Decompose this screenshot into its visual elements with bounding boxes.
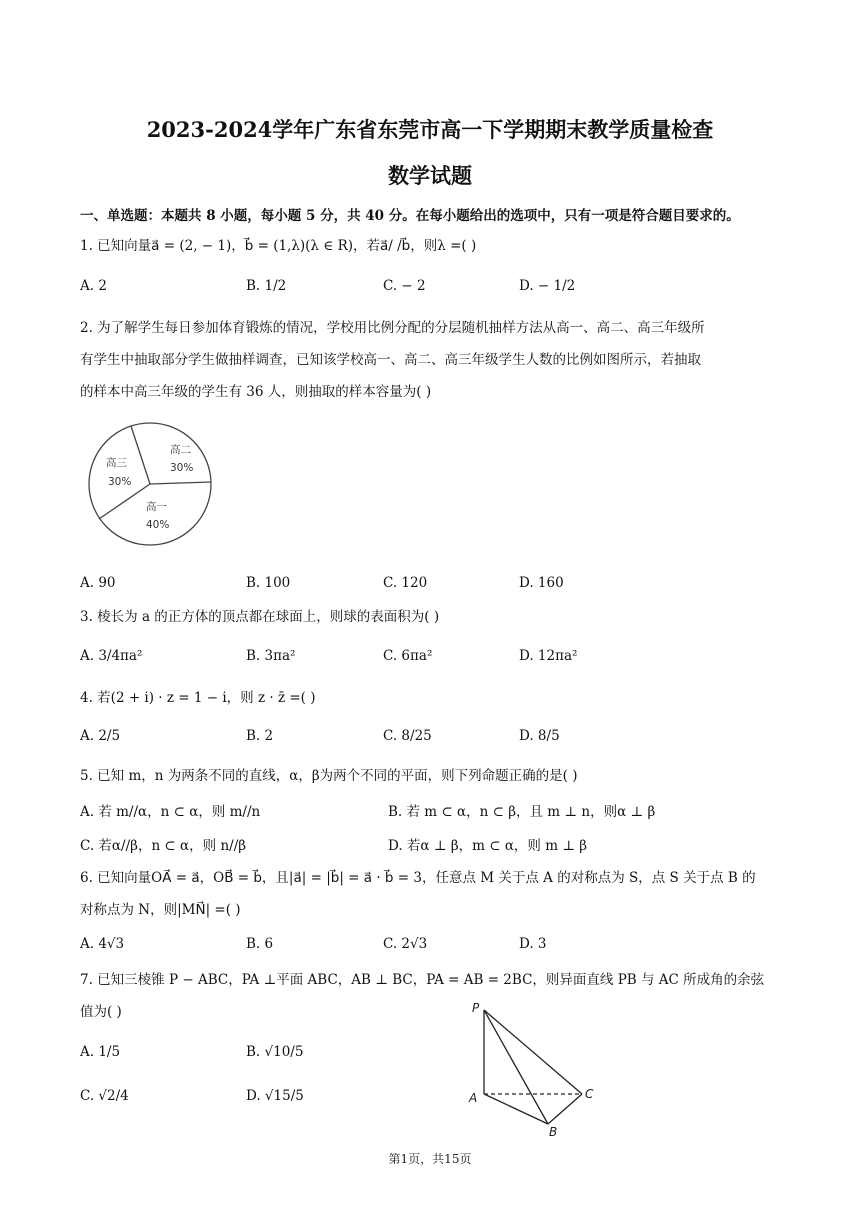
q5-option-c: C. 若α//β，n ⊂ α，则 n//β: [80, 838, 247, 854]
q4-option-b: B. 2: [246, 728, 274, 744]
vertex-label-b: B: [549, 1125, 558, 1139]
question-4-stem: 4. 若(2 + i) · z = 1 − i，则 z · z̄ =( ): [80, 690, 316, 706]
q4-option-c: C. 8/25: [383, 728, 432, 744]
q7-option-a: A. 1/5: [80, 1044, 121, 1060]
question-2-line-1: 2. 为了解学生每日参加体育锻炼的情况，学校用比例分配的分层随机抽样方法从高一、高二、高三年级所: [80, 320, 705, 336]
question-2-line-3: 的样本中高三年级的学生有 36 人，则抽取的样本容量为( ): [80, 384, 432, 400]
pie-slice-value-grade1: 40%: [146, 519, 170, 531]
edge-pb: [484, 1010, 548, 1124]
q1-option-a: A. 2: [80, 278, 107, 294]
pie-slice-label-grade2: 高二: [170, 444, 191, 456]
section-heading: 一、单选题：本题共 8 小题，每小题 5 分，共 40 分。在每小题给出的选项中，只有一项是符合题目要求的。: [80, 208, 740, 224]
q7-option-b: B. √10/5: [246, 1044, 304, 1060]
q2-option-c: C. 120: [383, 575, 428, 591]
edge-ab: [484, 1094, 548, 1124]
q6-option-b: B. 6: [246, 936, 274, 952]
vertex-label-a: A: [469, 1091, 478, 1105]
q7-option-d: D. √15/5: [246, 1088, 304, 1104]
q5-option-d: D. 若α ⊥ β，m ⊂ α，则 m ⊥ β: [388, 838, 588, 854]
edge-pc: [484, 1010, 582, 1094]
question-7-line-2: 值为( ): [80, 1004, 122, 1020]
q6-option-c: C. 2√3: [383, 936, 428, 952]
page-footer: 第1页，共15页: [388, 1152, 472, 1166]
question-2-line-2: 有学生中抽取部分学生做抽样调查，已知该学校高一、高二、高三年级学生人数的比例如图所示，若抽取: [80, 352, 701, 368]
q7-option-c: C. √2/4: [80, 1088, 129, 1104]
question-6-line-1: 6. 已知向量OA⃗ = a⃗，OB⃗ = b⃗，且|a⃗| = |b⃗| = a⃗ · b⃗ = 3，任意点 M 关于点 A 的对称点为 S，点 S 关于点 B 的: [80, 870, 756, 886]
q1-option-d: D. − 1/2: [519, 278, 576, 294]
tetrahedron-figure: [464, 998, 604, 1140]
pie-slice-label-grade3: 高三: [106, 457, 127, 469]
q2-option-b: B. 100: [246, 575, 291, 591]
question-3-stem: 3. 棱长为 a 的正方体的顶点都在球面上，则球的表面积为( ): [80, 609, 440, 625]
q6-option-d: D. 3: [519, 936, 547, 952]
question-7-line-1: 7. 已知三棱锥 P − ABC，PA ⊥平面 ABC，AB ⊥ BC，PA = AB = 2BC，则异面直线 PB 与 AC 所成角的余弦: [80, 972, 765, 988]
grade-ratio-pie-chart: [86, 418, 216, 552]
question-1-stem: 1. 已知向量a⃗ = (2, − 1)，b⃗ = (1,λ)(λ ∈ R)，若a⃗/ /b⃗，则λ =( ): [80, 238, 477, 254]
pie-slice-value-grade3: 30%: [108, 476, 132, 488]
edge-bc: [548, 1094, 582, 1124]
q3-option-b: B. 3πa²: [246, 648, 296, 664]
q2-option-a: A. 90: [80, 575, 116, 591]
vertex-label-c: C: [585, 1087, 594, 1101]
q3-option-d: D. 12πa²: [519, 648, 578, 664]
question-6-line-2: 对称点为 N，则|MN⃗| =( ): [80, 902, 241, 918]
q5-option-b: B. 若 m ⊂ α，n ⊂ β，且 m ⊥ n，则α ⊥ β: [388, 804, 656, 820]
q6-option-a: A. 4√3: [80, 936, 125, 952]
q1-option-b: B. 1/2: [246, 278, 287, 294]
page-subtitle: 数学试题: [388, 163, 472, 188]
vertex-label-p: P: [472, 1001, 480, 1015]
pie-slice-value-grade2: 30%: [170, 462, 194, 474]
q3-option-a: A. 3/4πa²: [80, 648, 143, 664]
q4-option-d: D. 8/5: [519, 728, 560, 744]
q3-option-c: C. 6πa²: [383, 648, 433, 664]
q5-option-a: A. 若 m//α，n ⊂ α，则 m//n: [80, 804, 261, 820]
q1-option-c: C. − 2: [383, 278, 426, 294]
pie-slice-label-grade1: 高一: [146, 501, 167, 513]
q4-option-a: A. 2/5: [80, 728, 121, 744]
q2-option-d: D. 160: [519, 575, 564, 591]
question-5-stem: 5. 已知 m，n 为两条不同的直线，α，β为两个不同的平面，则下列命题正确的是( ): [80, 768, 578, 784]
page-title: 2023-2024学年广东省东莞市高一下学期期末教学质量检查: [146, 117, 714, 142]
